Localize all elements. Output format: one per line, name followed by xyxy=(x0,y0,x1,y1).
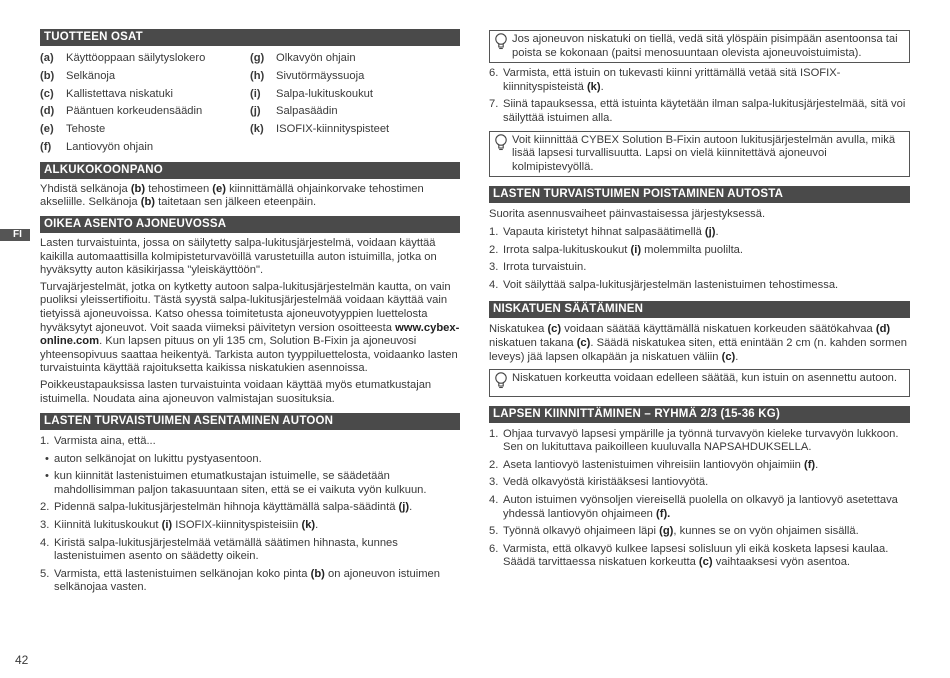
parts-list-item xyxy=(40,50,250,68)
item-text: Vedä olkavyöstä kiristääksesi lantiovyötä. xyxy=(503,476,709,489)
part-key: (a) xyxy=(40,52,54,64)
list-item: 6. Varmista, että istuin on tukevasti kiinni yrittämällä vetää sitä ISOFIX-kiinnityspisteistä (k). xyxy=(489,67,841,93)
item-text: Vapauta kiristetyt hihnat salpasäätimellä xyxy=(503,225,705,238)
text-span: Niskatukea xyxy=(489,323,548,336)
item-text: ISOFIX-kiinnityspisteisiin xyxy=(172,519,302,532)
poist-list xyxy=(489,226,910,292)
ref-d: (d) xyxy=(875,323,891,336)
ref-b: (b) xyxy=(140,196,156,209)
parts-list-item xyxy=(250,68,460,86)
item-text: Irrota turvaistuin. xyxy=(503,261,587,274)
ref-f: (f). xyxy=(656,507,671,520)
item-text: auton selkänojat on lukittu pystyasentoon. xyxy=(54,452,262,465)
text-span: Yhdistä selkänoja xyxy=(40,182,131,195)
parts-list-item xyxy=(40,86,250,104)
part-label: Tehoste xyxy=(66,123,106,136)
alku-text xyxy=(40,183,460,210)
asent-list xyxy=(40,435,460,595)
asent-header: LASTEN TURVAISTUIMEN ASENTAMINEN AUTOON xyxy=(40,413,460,430)
part-key: (d) xyxy=(40,105,55,118)
item-text: Varmista, että lastenistuimen selkänojan koko pinta xyxy=(54,567,311,580)
note-box xyxy=(489,30,910,63)
text-span: voidaan säätää käyttämällä niskatuen korkeuden säätökahvaa xyxy=(561,323,876,336)
item-text: vaihtaaksesi vyön asentoa. xyxy=(712,556,851,569)
ref-j: (j) xyxy=(398,501,410,514)
list-item: 3. Vedä olkavyöstä kiristääksesi lantiovyötä. xyxy=(489,476,709,489)
left-column xyxy=(40,0,460,595)
lapsen-header: LAPSEN KIINNITTÄMINEN – RYHMÄ 2/3 (15-36 KG) xyxy=(489,406,910,423)
part-key: (f) xyxy=(40,140,52,153)
niska-text: Niskatukea (c) voidaan säätää käyttämällä niskatuen korkeuden säätökahvaa (d) niskatuen takana (c). Säädä niskatukea siten, että enintään 2 cm (n. kahden sormen leveys) jää lapsen olkapään ja niskatuen väliin (c). xyxy=(489,323,907,363)
part-key: (g) xyxy=(250,52,265,64)
language-tab: FI xyxy=(0,229,30,241)
item-text: Siinä tapauksessa, että istuinta käytetään ilman salpa-lukitusjärjestelmää, sitä voi säilyttää istuimen alla. xyxy=(503,98,906,124)
lapsen-list xyxy=(489,428,910,570)
lightbulb-icon xyxy=(494,134,512,175)
poist-intro: Suorita asennusvaiheet päinvastaisessa järjestyksessä. xyxy=(489,208,766,221)
part-key: (j) xyxy=(250,105,261,118)
part-label: Sivutörmäyssuoja xyxy=(276,69,365,82)
item-text: Varmista, että olkavyö kulkee lapsesi solisluun yli eikä kosketa lapsesi kaulaa. Säädä tarvittaessa niskatuen korkeutta xyxy=(503,542,889,569)
part-key: (h) xyxy=(250,69,265,82)
note-box xyxy=(489,131,910,178)
note-text: Niskatuen korkeutta voidaan edelleen säätää, kun istuin on asennettu autoon. xyxy=(512,372,897,385)
part-label: Olkavyön ohjain xyxy=(276,52,356,64)
parts-list-left xyxy=(40,50,250,157)
text-span: tehostimeen xyxy=(145,182,213,195)
right-column xyxy=(489,0,910,570)
parts-header: TUOTTEEN OSAT xyxy=(40,29,460,46)
lightbulb-icon xyxy=(494,372,512,394)
item-text: Aseta lantiovyö lastenistuimen vihreisiin lantiovyön ohjaimiin xyxy=(503,458,804,471)
ref-k: (k) xyxy=(586,80,601,93)
item-text: Irrota salpa-lukituskoukut xyxy=(503,243,631,256)
list-item: 1. Varmista aina, että... xyxy=(40,435,156,448)
ref-c: (c) xyxy=(698,556,713,569)
item-text: Voit säilyttää salpa-lukitusjärjestelmän lastenistuimen tehostimessa. xyxy=(503,278,839,291)
ref-c: (c) xyxy=(576,336,591,349)
part-label: ISOFIX-kiinnityspisteet xyxy=(276,123,390,136)
list-item: 3. Kiinnitä lukituskoukut (i) ISOFIX-kiinnityspisteisiin (k). xyxy=(40,519,319,532)
item-text: molemmilta puolilta. xyxy=(641,243,744,256)
list-item: 5. Työnnä olkavyö ohjaimeen läpi (g), kunnes se on vyön ohjaimen sisällä. xyxy=(489,525,859,538)
list-item: 1. Vapauta kiristetyt hihnat salpasäätimellä (j). xyxy=(489,225,719,238)
note-box xyxy=(489,369,910,397)
text-span: . Säädä niskatukea siten, että enintään 2 cm (n. kahden sormen leveys) jää lapsen olkapään ja niskatuen väliin xyxy=(489,336,907,363)
ref-g: (g) xyxy=(659,525,674,538)
list-item: 4. Kiristä salpa-lukitusjärjestelmää vetämällä säätimen hihnasta, kunnes lastenistuimen asento on säädetty oikein. xyxy=(40,537,460,564)
alku-header: ALKUKOKOONPANO xyxy=(40,162,460,179)
poist-header: LASTEN TURVAISTUIMEN POISTAMINEN AUTOSTA xyxy=(489,186,910,203)
item-text: Kiinnitä lukituskoukut xyxy=(54,519,162,532)
part-key: (k) xyxy=(250,123,264,136)
item-text: , kunnes se on vyön ohjaimen sisällä. xyxy=(673,525,859,538)
list-item: 1. Ohjaa turvavyö lapsesi ympärille ja työnnä turvavyön kieleke turvavyön lukkoon. Sen on lukituttava paikoilleen kuuluvalla NAPSAHDUKSELLA. xyxy=(489,428,910,455)
parts-list xyxy=(40,50,460,157)
list-item: 6. Varmista, että olkavyö kulkee lapsesi solisluun yli eikä kosketa lapsesi kaulaa. Säädä tarvittaessa niskatuen korkeutta (c) vaihtaaksesi vyön asentoa. xyxy=(489,542,889,569)
item-text: Varmista, että istuin on tukevasti kiinni yrittämällä vetää sitä ISOFIX-kiinnityspisteistä xyxy=(503,67,841,93)
lightbulb-icon xyxy=(494,33,512,60)
install-list-cont xyxy=(489,67,910,125)
item-text: Varmista aina, että... xyxy=(54,435,156,448)
list-item: 2. Aseta lantiovyö lastenistuimen vihreisiin lantiovyön ohjaimiin (f). xyxy=(489,458,819,471)
parts-list-item xyxy=(250,86,460,104)
ref-c: (c) xyxy=(721,350,736,363)
website-link[interactable]: www.cybex-online.com xyxy=(40,321,460,348)
part-label: Salpa-lukituskoukut xyxy=(276,87,374,100)
oikea-header: OIKEA ASENTO AJONEUVOSSA xyxy=(40,216,460,233)
part-label: Salpasäädin xyxy=(276,105,338,118)
part-label: Käyttöoppaan säilytyslokero xyxy=(66,52,206,64)
text-span: Turvajärjestelmät, jotka on kytketty autoon salpa-lukitusjärjestelmän kautta, on vain puoliksi yleissertifioitu. Tästä syystä salpa-lukitusjärjestelmää voidaan käyttää vain tietyissä ajoneuvoissa. Katso ohessa toimitetusta ajoneuvotyyppien luettelosta hyväksytyt ajoneuvot. Voit saada viimeksi päivitetyn version osoitteesta xyxy=(40,280,451,334)
text-span: . Kun lapsen pituus on yli 135 cm, Solution B-Fixin ja ajoneuvosi yhteensopivuus saattaa heikentyä. Tarkista auton tyyppiluettelosta, voidaanko lasten turvaistuinta käyttää rajoituksetta kaikissa niskatukien asennoissa. xyxy=(40,335,458,375)
parts-list-item xyxy=(40,103,250,121)
ref-c: (c) xyxy=(547,323,562,336)
ref-i: (i) xyxy=(630,243,642,256)
note-text: Voit kiinnittää CYBEX Solution B-Fixin autoon lukitusjärjestelmän avulla, mikä lisää lapsesi turvallisuutta. Lapsi on vielä kiinnitettävä ajoneuvoi kolmipistevyöllä. xyxy=(512,133,896,173)
item-text: Kiristä salpa-lukitusjärjestelmää vetämällä säätimen hihnasta, kunnes lastenistuimen asento on säädetty oikein. xyxy=(54,536,398,563)
list-item: 2. Pidennä salpa-lukitusjärjestelmän hihnoja käyttämällä salpa-säädintä (j). xyxy=(40,501,413,514)
part-key: (i) xyxy=(250,87,261,100)
item-text: kun kiinnität lastenistuimen etumatkustajan istuimelle, se säädetään mahdollisimman paljon takasuuntaan siten, että se ei vaikuta vyön kulkuun. xyxy=(54,470,427,496)
item-text: Auton istuimen vyönsoljen viereisellä puolella on olkavyö ja lantiovyö asetettava yhdessä lantiovyön ohjaimeen xyxy=(503,494,898,520)
item-text: Ohjaa turvavyö lapsesi ympärille ja työnnä turvavyön kieleke turvavyön lukkoon. Sen on lukituttava paikoilleen kuuluvalla NAPSAHDUKSELLA. xyxy=(503,427,899,454)
list-bullet: • auton selkänojat on lukittu pystyasentoon. xyxy=(45,452,262,465)
part-label: Pääntuen korkeudensäädin xyxy=(66,105,203,118)
note-text: Jos ajoneuvon niskatuki on tiellä, vedä sitä ylöspäin pisimpään asentoonsa tai poista se kokonaan (paitsi menosuuntaan olevista ajoneuvoistuimista). xyxy=(512,33,898,59)
oikea-paragraph-1: Lasten turvaistuinta, jossa on säilytetty salpa-lukitusjärjestelmä, voidaan käyttää kaikilla automaattisilla kolmipisteturvavöillä varustetuilla auton istuimilla, jotka on hyväksytty auton käsikirjassa "yleiskäyttöön". xyxy=(40,236,437,277)
list-item: 4. Voit säilyttää salpa-lukitusjärjestelmän lastenistuimen tehostimessa. xyxy=(489,278,839,291)
item-text: Työnnä olkavyö ohjaimeen läpi xyxy=(503,525,660,538)
parts-list-item xyxy=(250,50,460,68)
text-span: niskatuen takana xyxy=(489,336,577,349)
list-item: 4. Auton istuimen vyönsoljen viereisellä puolella on olkavyö ja lantiovyö asetettava yhdessä lantiovyön ohjaimeen (f). xyxy=(489,494,898,520)
part-label: Selkänoja xyxy=(66,69,116,82)
item-text: on ajoneuvon istuimen selkänojaa vasten. xyxy=(54,567,440,594)
oikea-paragraph-2 xyxy=(40,281,460,376)
oikea-paragraph-3: Poikkeustapauksissa lasten turvaistuinta voidaan käyttää myös etumatkustajan istuimella. Noudata aina ajoneuvon valmistajan suosituksia. xyxy=(40,378,432,405)
page-number: 42 xyxy=(15,653,29,667)
parts-list-item xyxy=(250,121,460,139)
part-label: Kallistettava niskatuki xyxy=(66,87,173,100)
parts-list-item xyxy=(40,68,250,86)
ref-f: (f) xyxy=(803,458,816,471)
ref-b: (b) xyxy=(130,182,146,195)
list-item: 2. Irrota salpa-lukituskoukut (i) molemmilta puolilta. xyxy=(489,243,744,256)
item-text: Pidennä salpa-lukitusjärjestelmän hihnoja käyttämällä salpa-säädintä xyxy=(54,501,399,514)
ref-j: (j) xyxy=(704,225,716,238)
part-key: (b) xyxy=(40,69,55,82)
parts-list-item xyxy=(40,121,250,139)
list-item: 7. Siinä tapauksessa, että istuinta käytetään ilman salpa-lukitusjärjestelmää, sitä voi säilyttää istuimen alla. xyxy=(489,98,910,125)
list-bullet: • kun kiinnität lastenistuimen etumatkustajan istuimelle, se säädetään mahdollisimman paljon takasuuntaan siten, että se ei vaikuta vyön kulkuun. xyxy=(40,470,460,497)
part-key: (c) xyxy=(40,87,54,100)
ref-b: (b) xyxy=(310,567,325,580)
ref-i: (i) xyxy=(161,519,173,532)
parts-list-right xyxy=(250,50,460,157)
list-item: 3. Irrota turvaistuin. xyxy=(489,261,587,274)
part-label: Lantiovyön ohjain xyxy=(66,140,154,153)
parts-list-item xyxy=(250,103,460,121)
niska-header: NISKATUEN SÄÄTÄMINEN xyxy=(489,301,910,318)
text-span: kiinnittämällä ohjainkorvake tehostimen akseliille. Selkänoja xyxy=(40,182,424,209)
ref-e: (e) xyxy=(212,182,226,195)
ref-k: (k) xyxy=(301,519,316,532)
parts-list-item xyxy=(40,139,250,157)
part-key: (e) xyxy=(40,123,54,136)
list-item: 5. Varmista, että lastenistuimen selkänojan koko pinta (b) on ajoneuvon istuimen selkänojaa vasten. xyxy=(40,567,440,594)
text-span: taitetaan sen jälkeen eteenpäin. xyxy=(155,196,317,209)
